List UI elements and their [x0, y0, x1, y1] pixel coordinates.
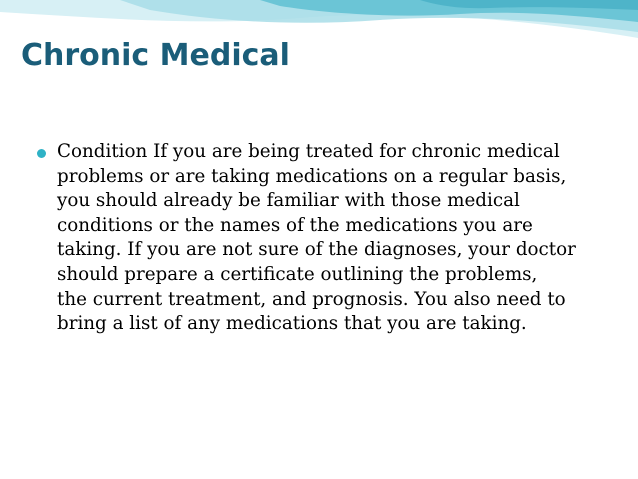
body-line: you should already be familiar with those medical	[57, 190, 520, 212]
slide-title: Chronic Medical	[21, 38, 290, 73]
body-line: taking. If you are not sure of the diagnoses, your doctor	[57, 239, 576, 261]
bullet-icon	[37, 149, 46, 158]
bullet-item	[37, 140, 602, 337]
body-line: Condition If you are being treated for chronic medical	[57, 141, 560, 162]
body-line: should prepare a certificate outlining the problems,	[57, 263, 538, 285]
slide-body	[37, 140, 602, 337]
body-line: the current treatment, and prognosis. You also need to	[57, 288, 566, 310]
body-line: problems or are taking medications on a regular basis,	[57, 165, 567, 187]
body-line: bring a list of any medications that you are taking.	[57, 313, 527, 335]
body-line: conditions or the names of the medications you are	[57, 214, 533, 236]
